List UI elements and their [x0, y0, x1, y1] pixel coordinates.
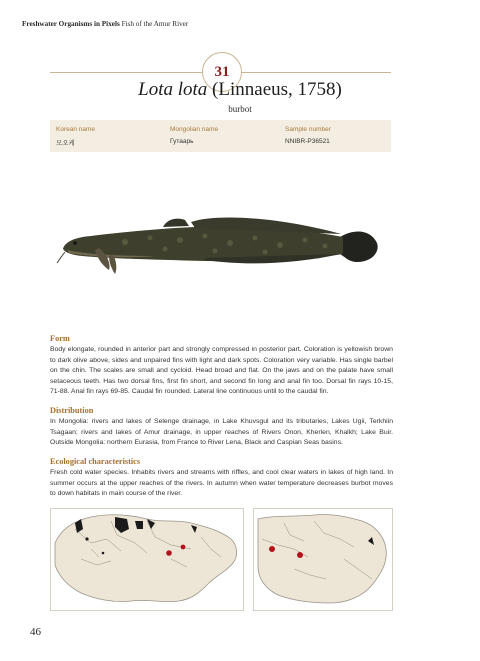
distribution-text: In Mongolia: rivers and lakes of Selenge drainage, in Lake Khuvsgul and its tributaries, Lakes Ugii, Terkhiin Tsagaan; rivers and lakes of Amur drainage, in upper reaches of Rivers Onon, Kherlen, Khalkh; Lake Buir. Outside Mongolia: northern Eurasia, from France to River Lena, Black and Caspian Seas basins.: [50, 418, 393, 446]
distribution-map-detail: [253, 508, 393, 611]
mongolian-name-label: Mongolian name: [170, 126, 219, 133]
title-rule-left: [50, 72, 202, 73]
sample-number-label: Sample number: [285, 126, 331, 133]
form-heading: Form: [50, 334, 70, 343]
sample-number-cell: [285, 126, 331, 145]
burbot-photo: [55, 210, 385, 282]
common-name: burbot: [228, 104, 252, 114]
korean-name-label: Korean name: [56, 126, 96, 133]
latin-name: Lota lota: [138, 79, 208, 100]
book-subtitle: Fish of the Amur River: [121, 20, 189, 28]
sample-number-value: NNIBR-P36521: [285, 138, 330, 145]
species-title: [0, 79, 480, 101]
ecology-text: Fresh cold water species. Inhabits rivers and streams with riffles, and cool clear waters in lakes of high land. In summer occurs at the upper reaches of the rivers. In autumn when water temperature decreases burbot moves to down habitats in main course of the river.: [50, 469, 393, 497]
form-section: [50, 334, 393, 398]
species-author: (Linnaeus, 1758): [212, 79, 342, 100]
mongolian-name-value: Гутаарь: [170, 138, 194, 145]
ecology-section: [50, 457, 393, 500]
distribution-section: [50, 406, 393, 449]
distribution-map-mongolia: [50, 508, 244, 611]
ecology-heading: Ecological characteristics: [50, 457, 141, 466]
title-rule-right: [240, 72, 391, 73]
mongolian-name-cell: [170, 126, 218, 145]
korean-name-cell: [56, 126, 95, 147]
page-number: 46: [30, 626, 41, 638]
distribution-heading: Distribution: [50, 406, 94, 415]
species-number-badge: 31: [202, 52, 242, 92]
form-text: Body elongate, rounded in anterior part and strongly compressed in posterior part. Coloration is yellowish brown to dark olive above, sides and unpaired fins with light and dark spots. Coloration very variable. Has single barbel on the chin. The scales are small and cycloid. Head broad and flat. On the jaws and on the palate have small setaceous teeth. Has two dorsal fins, first fin short, and second fin long and anal fin too. Dorsal fin rays 10-15, 71-88. Anal fin rays 69-85. Caudal fin rounded. Lateral line continuous until to the caudal fin.: [50, 346, 393, 395]
series-title: Freshwater Organisms in Pixels: [22, 20, 120, 28]
korean-name-value: 모오케: [56, 140, 75, 147]
running-header: [22, 20, 188, 28]
name-info-box: [50, 120, 391, 152]
